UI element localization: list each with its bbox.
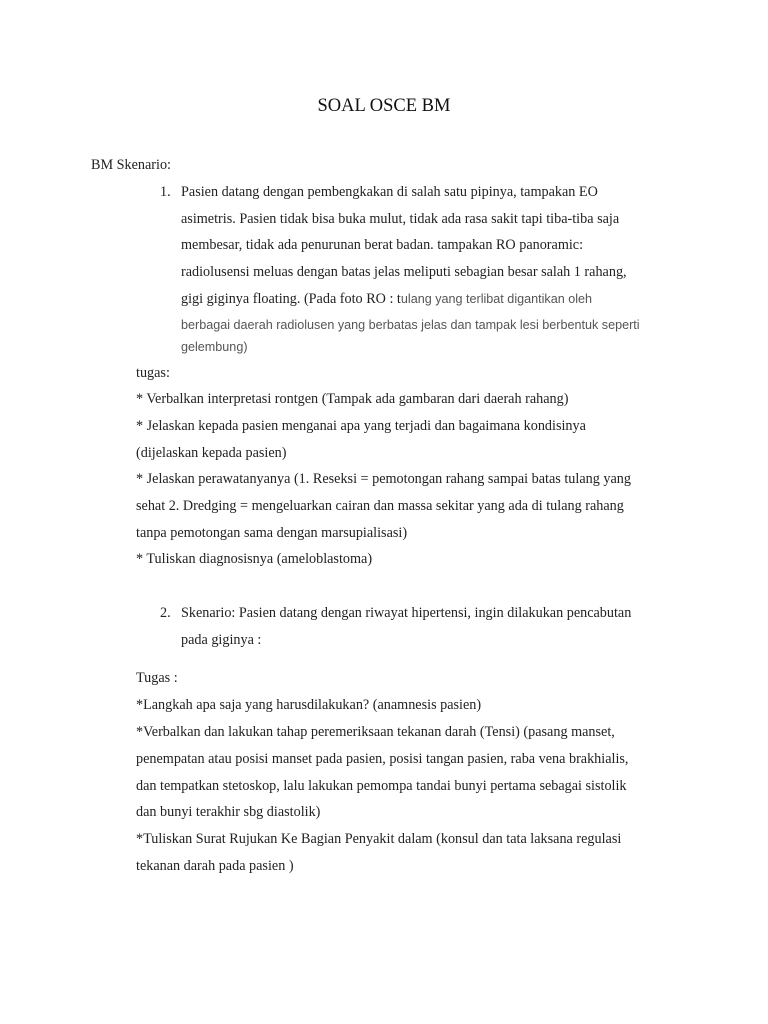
tasks-1-line-2: * Jelaskan kepada pasien menganai apa yang terjadi dan bagaimana kondisinya — [136, 418, 586, 434]
tasks-1-line-3: (dijelaskan kepada pasien) — [136, 445, 287, 461]
item-1-number: 1. — [160, 184, 171, 200]
tasks-1-line-4: * Jelaskan perawatanyanya (1. Reseksi = pemotongan rahang sampai batas tulang yang — [136, 471, 631, 487]
item-1-line-4: radiolusensi meluas dengan batas jelas meliputi sebagian besar salah 1 rahang, — [181, 264, 627, 280]
tasks-2-line-4: dan tempatkan stetoskop, lalu lakukan pemompa tandai bunyi pertama sebagai sistolik — [136, 778, 627, 794]
tasks-2-line-7: tekanan darah pada pasien ) — [136, 858, 294, 874]
item-1-line-5 — [181, 290, 592, 308]
item-1-line-2: asimetris. Pasien tidak bisa buka mulut, tidak ada rasa sakit tapi tiba-tiba saja — [181, 211, 620, 227]
item-2-number: 2. — [160, 605, 171, 621]
page-title: SOAL OSCE BM — [317, 96, 451, 116]
item-1-line-5-serif: gigi giginya floating. (Pada foto RO : t — [181, 291, 401, 307]
tasks-1-line-1: * Verbalkan interpretasi rontgen (Tampak ada gambaran dari daerah rahang) — [136, 391, 569, 407]
tasks-2-line-5: dan bunyi terakhir sbg diastolik) — [136, 804, 321, 820]
item-1-line-5-sans: ulang yang terlibat digantikan oleh — [400, 292, 593, 306]
tasks-2-line-3: penempatan atau posisi manset pada pasien, posisi tangan pasien, raba vena brakhialis, — [136, 751, 629, 767]
item-2-line-2: pada giginya : — [181, 632, 262, 648]
item-2-line-1: Skenario: Pasien datang dengan riwayat hipertensi, ingin dilakukan pencabutan — [181, 605, 632, 621]
item-1-line-6: berbagai daerah radiolusen yang berbatas jelas dan tampak lesi berbentuk seperti — [181, 318, 640, 332]
tasks-2-heading: Tugas : — [136, 670, 178, 686]
tasks-2-line-1: *Langkah apa saja yang harusdilakukan? (anamnesis pasien) — [136, 697, 482, 713]
tasks-1-line-7: * Tuliskan diagnosisnya (ameloblastoma) — [136, 551, 373, 567]
item-1-line-7: gelembung) — [181, 340, 248, 354]
scenario-heading: BM Skenario: — [91, 157, 171, 173]
item-1-line-1: Pasien datang dengan pembengkakan di salah satu pipinya, tampakan EO — [181, 184, 598, 200]
item-1-line-3: membesar, tidak ada penurunan berat badan. tampakan RO panoramic: — [181, 237, 584, 253]
tasks-1-line-6: tanpa pemotongan sama dengan marsupialisasi) — [136, 525, 408, 541]
tasks-1-heading: tugas: — [136, 365, 170, 381]
tasks-1-line-5: sehat 2. Dredging = mengeluarkan cairan dan massa sekitar yang ada di tulang rahang — [136, 498, 624, 514]
tasks-2-line-6: *Tuliskan Surat Rujukan Ke Bagian Penyakit dalam (konsul dan tata laksana regulasi — [136, 831, 622, 847]
tasks-2-line-2: *Verbalkan dan lakukan tahap peremeriksaan tekanan darah (Tensi) (pasang manset, — [136, 724, 615, 740]
